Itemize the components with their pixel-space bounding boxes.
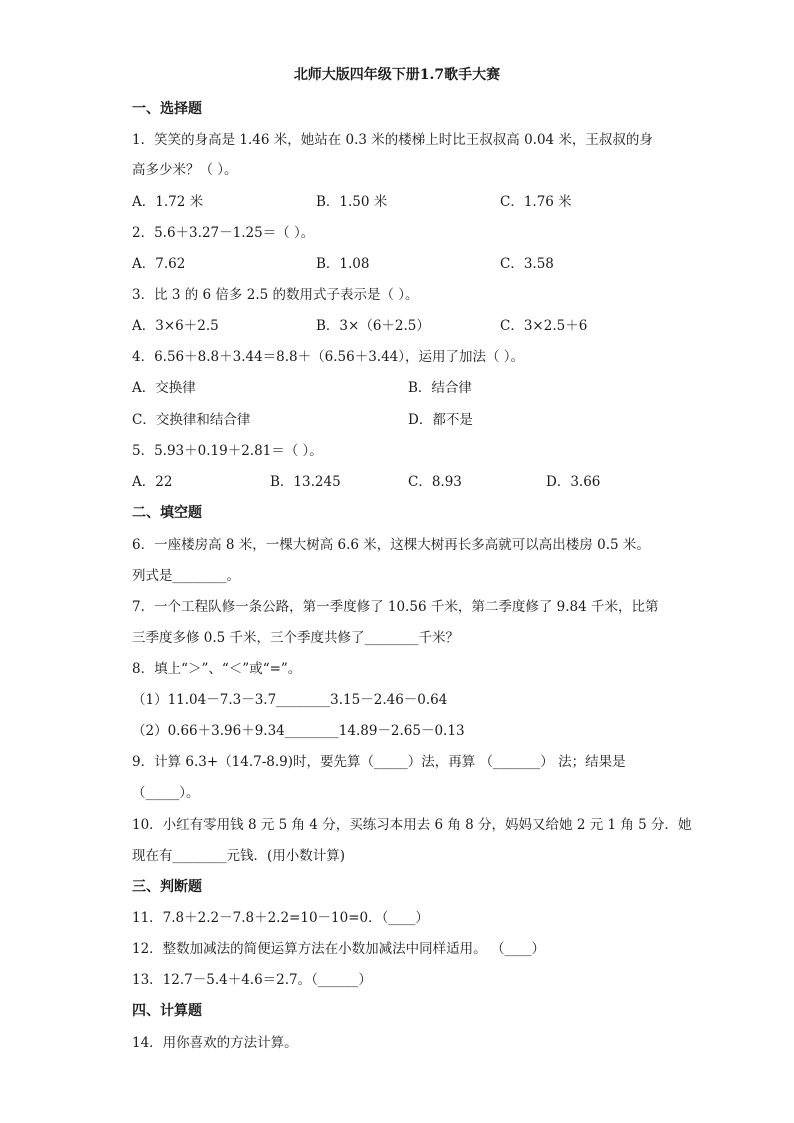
question-5-option-b: B．13.245	[270, 474, 341, 490]
question-4-option-c: C．交换律和结合律	[132, 412, 251, 428]
question-1-line-2: 高多少米？（ ）。	[132, 162, 238, 178]
section-heading-fill: 二、填空题	[132, 505, 202, 521]
question-6-line-2: 列式是________。	[132, 568, 240, 584]
question-14-line-1: 14．用你喜欢的方法计算。	[132, 1035, 298, 1051]
question-2-option-b: B．1.08	[316, 256, 370, 272]
question-10-line-2: 现在有________元钱．(用小数计算)	[132, 848, 346, 864]
question-2-option-c: C．3.58	[500, 256, 554, 272]
question-3-option-a: A．3×6＋2.5	[132, 318, 219, 334]
question-1-line-1: 1．笑笑的身高是 1.46 米，她站在 0.3 米的楼梯上时比王叔叔高 0.04 米，王叔叔的身	[132, 132, 653, 148]
page-title: 北师大版四年级下册1.7歌手大赛	[293, 67, 501, 83]
section-heading-choice: 一、选择题	[132, 101, 202, 117]
question-10-line-1: 10．小红有零用钱 8 元 5 角 4 分，买练习本用去 6 角 8 分，妈妈又给她 2 元 1 角 5 分．她	[132, 817, 692, 833]
question-2-option-a: A．7.62	[132, 256, 186, 272]
question-11-line-1: 11．7.8＋2.2－7.8＋2.2=10－10=0．（____）	[132, 910, 429, 926]
question-4-option-a: A．交换律	[132, 380, 196, 396]
question-1-option-a: A．1.72 米	[132, 194, 204, 210]
question-4-option-d: D．都不是	[408, 412, 473, 428]
question-5-line-1: 5．5.93＋0.19＋2.81＝（ ）。	[132, 443, 323, 459]
question-5-option-c: C．8.93	[408, 474, 462, 490]
question-3-option-c: C．3×2.5＋6	[500, 318, 588, 334]
question-7-line-1: 7．一个工程队修一条公路，第一季度修了 10.56 千米，第二季度修了 9.84 千米，比第	[132, 599, 659, 615]
question-5-option-d: D．3.66	[546, 474, 601, 490]
question-4-line-1: 4．6.56＋8.8＋3.44＝8.8＋（6.56＋3.44），运用了加法（ ）。	[132, 349, 525, 365]
question-13-line-1: 13．12.7－5.4＋4.6＝2.7。（______）	[132, 972, 372, 988]
question-8-line-2: （1）11.04－7.3－3.7________3.15－2.46－0.64	[132, 692, 448, 708]
question-9-line-2: （_____）。	[132, 785, 200, 801]
question-2-line-1: 2．5.6＋3.27－1.25＝（ ）。	[132, 225, 315, 241]
question-6-line-1: 6．一座楼房高 8 米，一棵大树高 6.6 米，这棵大树再长多高就可以高出楼房 0.5 米。	[132, 537, 650, 553]
question-12-line-1: 12．整数加减法的简便运算方法在小数加减法中同样适用。 （____）	[132, 941, 545, 957]
question-3-option-b: B．3×（6＋2.5）	[316, 318, 430, 334]
question-1-option-b: B．1.50 米	[316, 194, 388, 210]
section-heading-calc: 四、计算题	[132, 1003, 202, 1019]
question-8-line-3: （2）0.66＋3.96＋9.34________14.89－2.65－0.13	[132, 723, 465, 739]
question-9-line-1: 9．计算 6.3+（14.7-8.9)时，要先算（_____）法，再算 （_______） 法；结果是	[132, 754, 626, 770]
question-1-option-c: C．1.76 米	[500, 194, 572, 210]
question-3-line-1: 3．比 3 的 6 倍多 2.5 的数用式子表示是（ ）。	[132, 287, 419, 303]
question-5-option-a: A．22	[132, 474, 173, 490]
section-heading-judge: 三、判断题	[132, 879, 202, 895]
question-8-line-1: 8．填上“＞”、“＜”或“=”。	[132, 661, 302, 677]
question-4-option-b: B．结合律	[408, 380, 472, 396]
question-7-line-2: 三季度多修 0.5 千米，三个季度共修了________千米？	[132, 630, 460, 646]
